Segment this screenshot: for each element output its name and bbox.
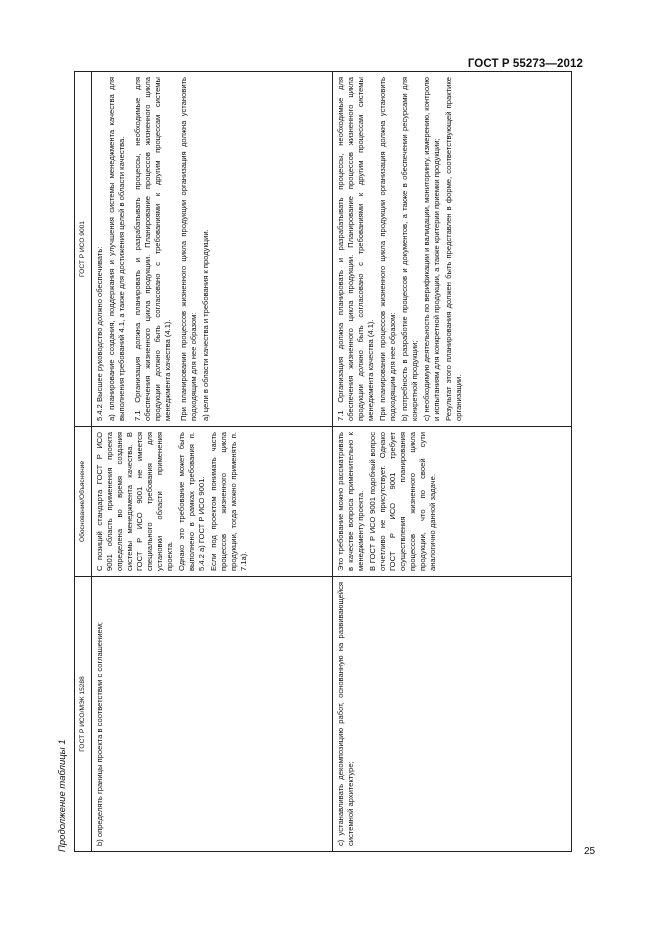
page-number: 25 xyxy=(584,846,596,857)
cell-text: Однако это требование может быть выполнено в рамках требования п. 5.4.2 а) ГОСТ Р ИСО 9001. xyxy=(177,432,207,571)
cell-text: а) цели в области качества и требования к продукции. xyxy=(201,229,211,421)
cell-text: 5.4.2 Высшее руководство должно обеспечивать: xyxy=(95,246,104,421)
table-cell-justification xyxy=(92,427,333,577)
table-cell-requirement xyxy=(92,577,333,852)
cell-text: Если под проектом понимать часть процессов жизненного цикла продукции, тогда можно применять п. 7.1а). xyxy=(209,432,249,571)
column-header-iso-15288: ГОСТ Р ИСО/МЭК 15288 xyxy=(75,577,92,852)
document-code: ГОСТ Р 55273—2012 xyxy=(467,58,583,70)
cell-text: Это требование можно рассматривать в качестве вопроса применительно к менеджменту проекта. xyxy=(336,432,366,571)
table-header-row xyxy=(75,72,92,852)
cell-text: 7.1 Организация должна планировать и разрабатывать процессы, необходимые для обеспечения жизненного цикла продукции. Планирование процессов жизненного цикла продукции должно быть согласовано с требованиями к другим процессам системы менеджмента качества (4.1). xyxy=(133,77,173,421)
table-row xyxy=(92,72,333,852)
table-cell-requirement xyxy=(333,577,572,852)
column-header-justification: Обоснование/Объяснение xyxy=(75,427,92,577)
cell-text: Результат этого планирования должен быть представлен в форме, соответствующей практике организации. xyxy=(444,77,464,421)
cell-text: а) планирование создания, поддержания и улучшения системы менеджмента качества для выполнения требований 4.1, а также для достижения целей в области качества. xyxy=(107,77,127,421)
column-header-iso-9001: ГОСТ Р ИСО 9001 xyxy=(75,72,92,427)
cell-text: При планировании процессов жизненного цикла продукции организация должна установить подходящим для нее образом: xyxy=(179,77,199,421)
cell-text: 7.1 Организация должна планировать и разрабатывать процессы, необходимые для обеспечения жизненного цикла продукции. Планирование процессов жизненного цикла продукции должно быть согласовано с требованиями к другим процессам системы менеджмента качества (4.1). xyxy=(336,77,376,421)
cell-text: b) определять границы проекта в соответствии с соглашением; xyxy=(95,621,104,846)
comparison-table xyxy=(74,71,572,852)
cell-text: С позиций стандарта ГОСТ Р ИСО 9001 область применения проекта определена во время создания системы менеджмента качества. В ГОСТ Р ИСО 9001 не имеется специального требования для установки области применения проекта. xyxy=(95,432,175,571)
rotated-table-block xyxy=(52,77,572,852)
table-cell-iso-9001 xyxy=(333,72,572,427)
table-row xyxy=(333,72,572,852)
cell-text: c) устанавливать декомпозицию работ, основанную на развивающейся системной архитектуре; xyxy=(336,582,356,846)
table-cell-justification xyxy=(333,427,572,577)
cell-text: В ГОСТ Р ИСО 9001 подобный вопрос отчетливо не присутствует. Однако ГОСТ Р ИСО 9001 требует осуществления планирования процессов жизненного цикла продукции, что по своей сути аналогично данной задаче. xyxy=(368,432,438,571)
cell-text: b) потребность в разработке процессов и документов, а также в обеспечении ресурсами для конкретной продукции; xyxy=(400,77,420,421)
cell-text: При планировании процессов жизненного цикла продукции организация должна установить подходящим для нее образом: xyxy=(378,77,398,421)
table-cell-iso-9001 xyxy=(92,72,333,427)
table-caption: Продолжение таблицы 1 xyxy=(56,739,68,852)
cell-text: c) необходимую деятельность по верификации и валидации, мониторингу, измерению, контролю и испытаниям для конкретной продукции, а также критерии приемки продукции; xyxy=(422,77,442,421)
